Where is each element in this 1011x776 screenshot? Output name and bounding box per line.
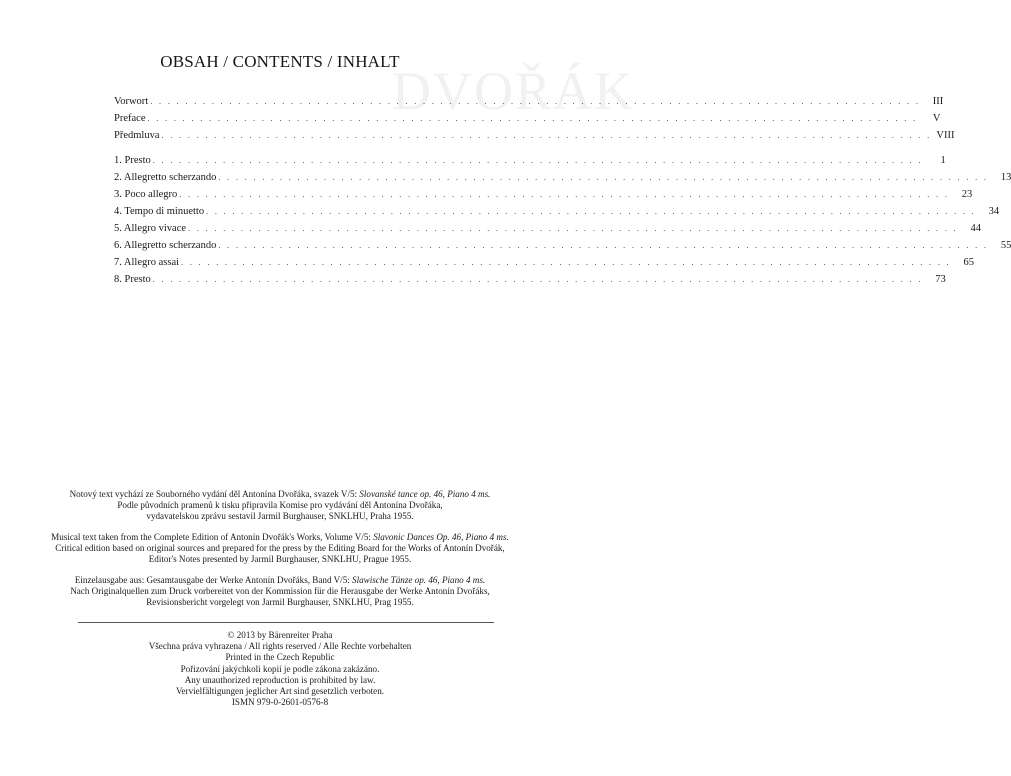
toc-entry-page: 65 bbox=[963, 257, 975, 268]
note-line: Editor's Notes presented by Jarmil Burghauser, SNKLHU, Prague 1955. bbox=[148, 554, 412, 565]
movements-list bbox=[114, 155, 1011, 291]
dot-leader bbox=[153, 156, 923, 165]
toc-entry-page: III bbox=[932, 96, 944, 107]
toc-entry-movement-6[interactable] bbox=[114, 240, 1011, 257]
toc-entry-label: 8. Presto bbox=[114, 274, 151, 285]
note-line: Podle původních pramenů k tisku připravila Komise pro vydávání děl Antonína Dvořáka, bbox=[117, 500, 443, 511]
toc-entry-label: 7. Allegro assai bbox=[114, 257, 180, 268]
rights-line: Všechna práva vyhrazena / All rights reserved / Alle Rechte vorbehalten bbox=[148, 641, 412, 652]
toc-entry-page: 73 bbox=[935, 274, 946, 285]
toc-entry-page: 1 bbox=[940, 155, 946, 166]
copy-prohibited-german: Vervielfältigungen jeglicher Art sind gesetzlich verboten. bbox=[175, 686, 385, 697]
dot-leader bbox=[150, 97, 920, 106]
toc-entry-label: Vorwort bbox=[114, 96, 149, 107]
toc-entry-predmluva[interactable] bbox=[114, 130, 955, 147]
source-note-german bbox=[0, 575, 560, 609]
note-line bbox=[0, 489, 560, 500]
toc-entry-movement-5[interactable] bbox=[114, 223, 982, 240]
note-text: Einzelausgabe aus: Gesamtausgabe der Werke Antonín Dvořáks, Band V/5: bbox=[74, 575, 353, 585]
dot-leader bbox=[218, 173, 988, 182]
source-note-english bbox=[0, 532, 560, 566]
ismn-line: ISMN 979-0-2601-0576-8 bbox=[231, 697, 329, 708]
toc-entry-label: 5. Allegro vivace bbox=[114, 223, 187, 234]
dot-leader bbox=[153, 275, 923, 284]
note-italic-title: Slavonic Dances Op. 46, Piano 4 ms. bbox=[373, 532, 509, 542]
note-line: vydavatelskou zprávu sestavil Jarmil Burghauser, SNKLHU, Praha 1955. bbox=[146, 511, 414, 522]
note-line bbox=[0, 532, 560, 543]
page-title: OBSAH / CONTENTS / INHALT bbox=[160, 52, 400, 71]
divider bbox=[78, 622, 494, 623]
dot-leader bbox=[179, 190, 949, 199]
toc-entry-movement-7[interactable] bbox=[114, 257, 975, 274]
note-line: Revisionsbericht vorgelegt von Jarmil Burghauser, SNKLHU, Prag 1955. bbox=[146, 597, 414, 608]
toc-entry-movement-1[interactable] bbox=[114, 155, 946, 172]
toc-entry-label: 3. Poco allegro bbox=[114, 189, 178, 200]
toc-entry-page: V bbox=[932, 113, 941, 124]
note-line bbox=[0, 575, 560, 586]
dot-leader bbox=[188, 224, 958, 233]
toc-entry-label: Předmluva bbox=[114, 130, 160, 141]
front-matter-list bbox=[114, 96, 955, 147]
toc-entry-label: 4. Tempo di minuetto bbox=[114, 206, 205, 217]
source-note-czech bbox=[0, 489, 560, 523]
dot-leader bbox=[181, 258, 951, 267]
printed-line: Printed in the Czech Republic bbox=[225, 652, 335, 663]
toc-entry-label: Preface bbox=[114, 113, 146, 124]
note-line: Critical edition based on original sources and prepared for the press by the Editing Board for the Works of Antonín Dvořák, bbox=[55, 543, 505, 554]
copyright-block bbox=[0, 630, 560, 708]
toc-entry-movement-8[interactable] bbox=[114, 274, 946, 291]
toc-entry-movement-2[interactable] bbox=[114, 172, 1011, 189]
toc-entry-label: 1. Presto bbox=[114, 155, 151, 166]
watermark-text: DVOŘÁK bbox=[392, 61, 636, 121]
toc-entry-page: 55 bbox=[1000, 240, 1011, 251]
toc-entry-label: 2. Allegretto scherzando bbox=[114, 172, 217, 183]
note-text: Notový text vychází ze Souborného vydání děl Antonína Dvořáka, svazek V/5: bbox=[69, 489, 360, 499]
copyright-line: © 2013 by Bärenreiter Praha bbox=[227, 630, 333, 640]
dot-leader bbox=[206, 207, 976, 216]
copy-prohibited-english: Any unauthorized reproduction is prohibited by law. bbox=[184, 674, 376, 685]
toc-entry-page: 23 bbox=[961, 189, 973, 200]
note-italic-title: Slovanské tance op. 46, Piano 4 ms. bbox=[359, 489, 491, 499]
dot-leader bbox=[162, 131, 932, 140]
dot-leader bbox=[147, 114, 917, 123]
toc-entry-movement-4[interactable] bbox=[114, 206, 1000, 223]
dot-leader bbox=[218, 241, 988, 250]
toc-entry-page: VIII bbox=[936, 130, 955, 141]
toc-entry-page: 13 bbox=[1000, 172, 1011, 183]
copy-prohibited-czech: Pořizování jakýchkoli kopií je podle zákona zakázáno. bbox=[180, 663, 380, 674]
note-italic-title: Slawische Tänze op. 46, Piano 4 ms. bbox=[352, 575, 486, 585]
note-line: Nach Originalquellen zum Druck vorbereitet von der Kommission für die Herausgabe der Werke Antonín Dvořáks, bbox=[70, 586, 490, 597]
toc-entry-page: 44 bbox=[970, 223, 982, 234]
toc-entry-preface[interactable] bbox=[114, 113, 941, 130]
note-text: Musical text taken from the Complete Edition of Antonín Dvořák's Works, Volume V/5: bbox=[51, 532, 374, 542]
toc-entry-vorwort[interactable] bbox=[114, 96, 944, 113]
toc-entry-label: 6. Allegretto scherzando bbox=[114, 240, 217, 251]
toc-entry-movement-3[interactable] bbox=[114, 189, 973, 206]
toc-entry-page: 34 bbox=[988, 206, 1000, 217]
